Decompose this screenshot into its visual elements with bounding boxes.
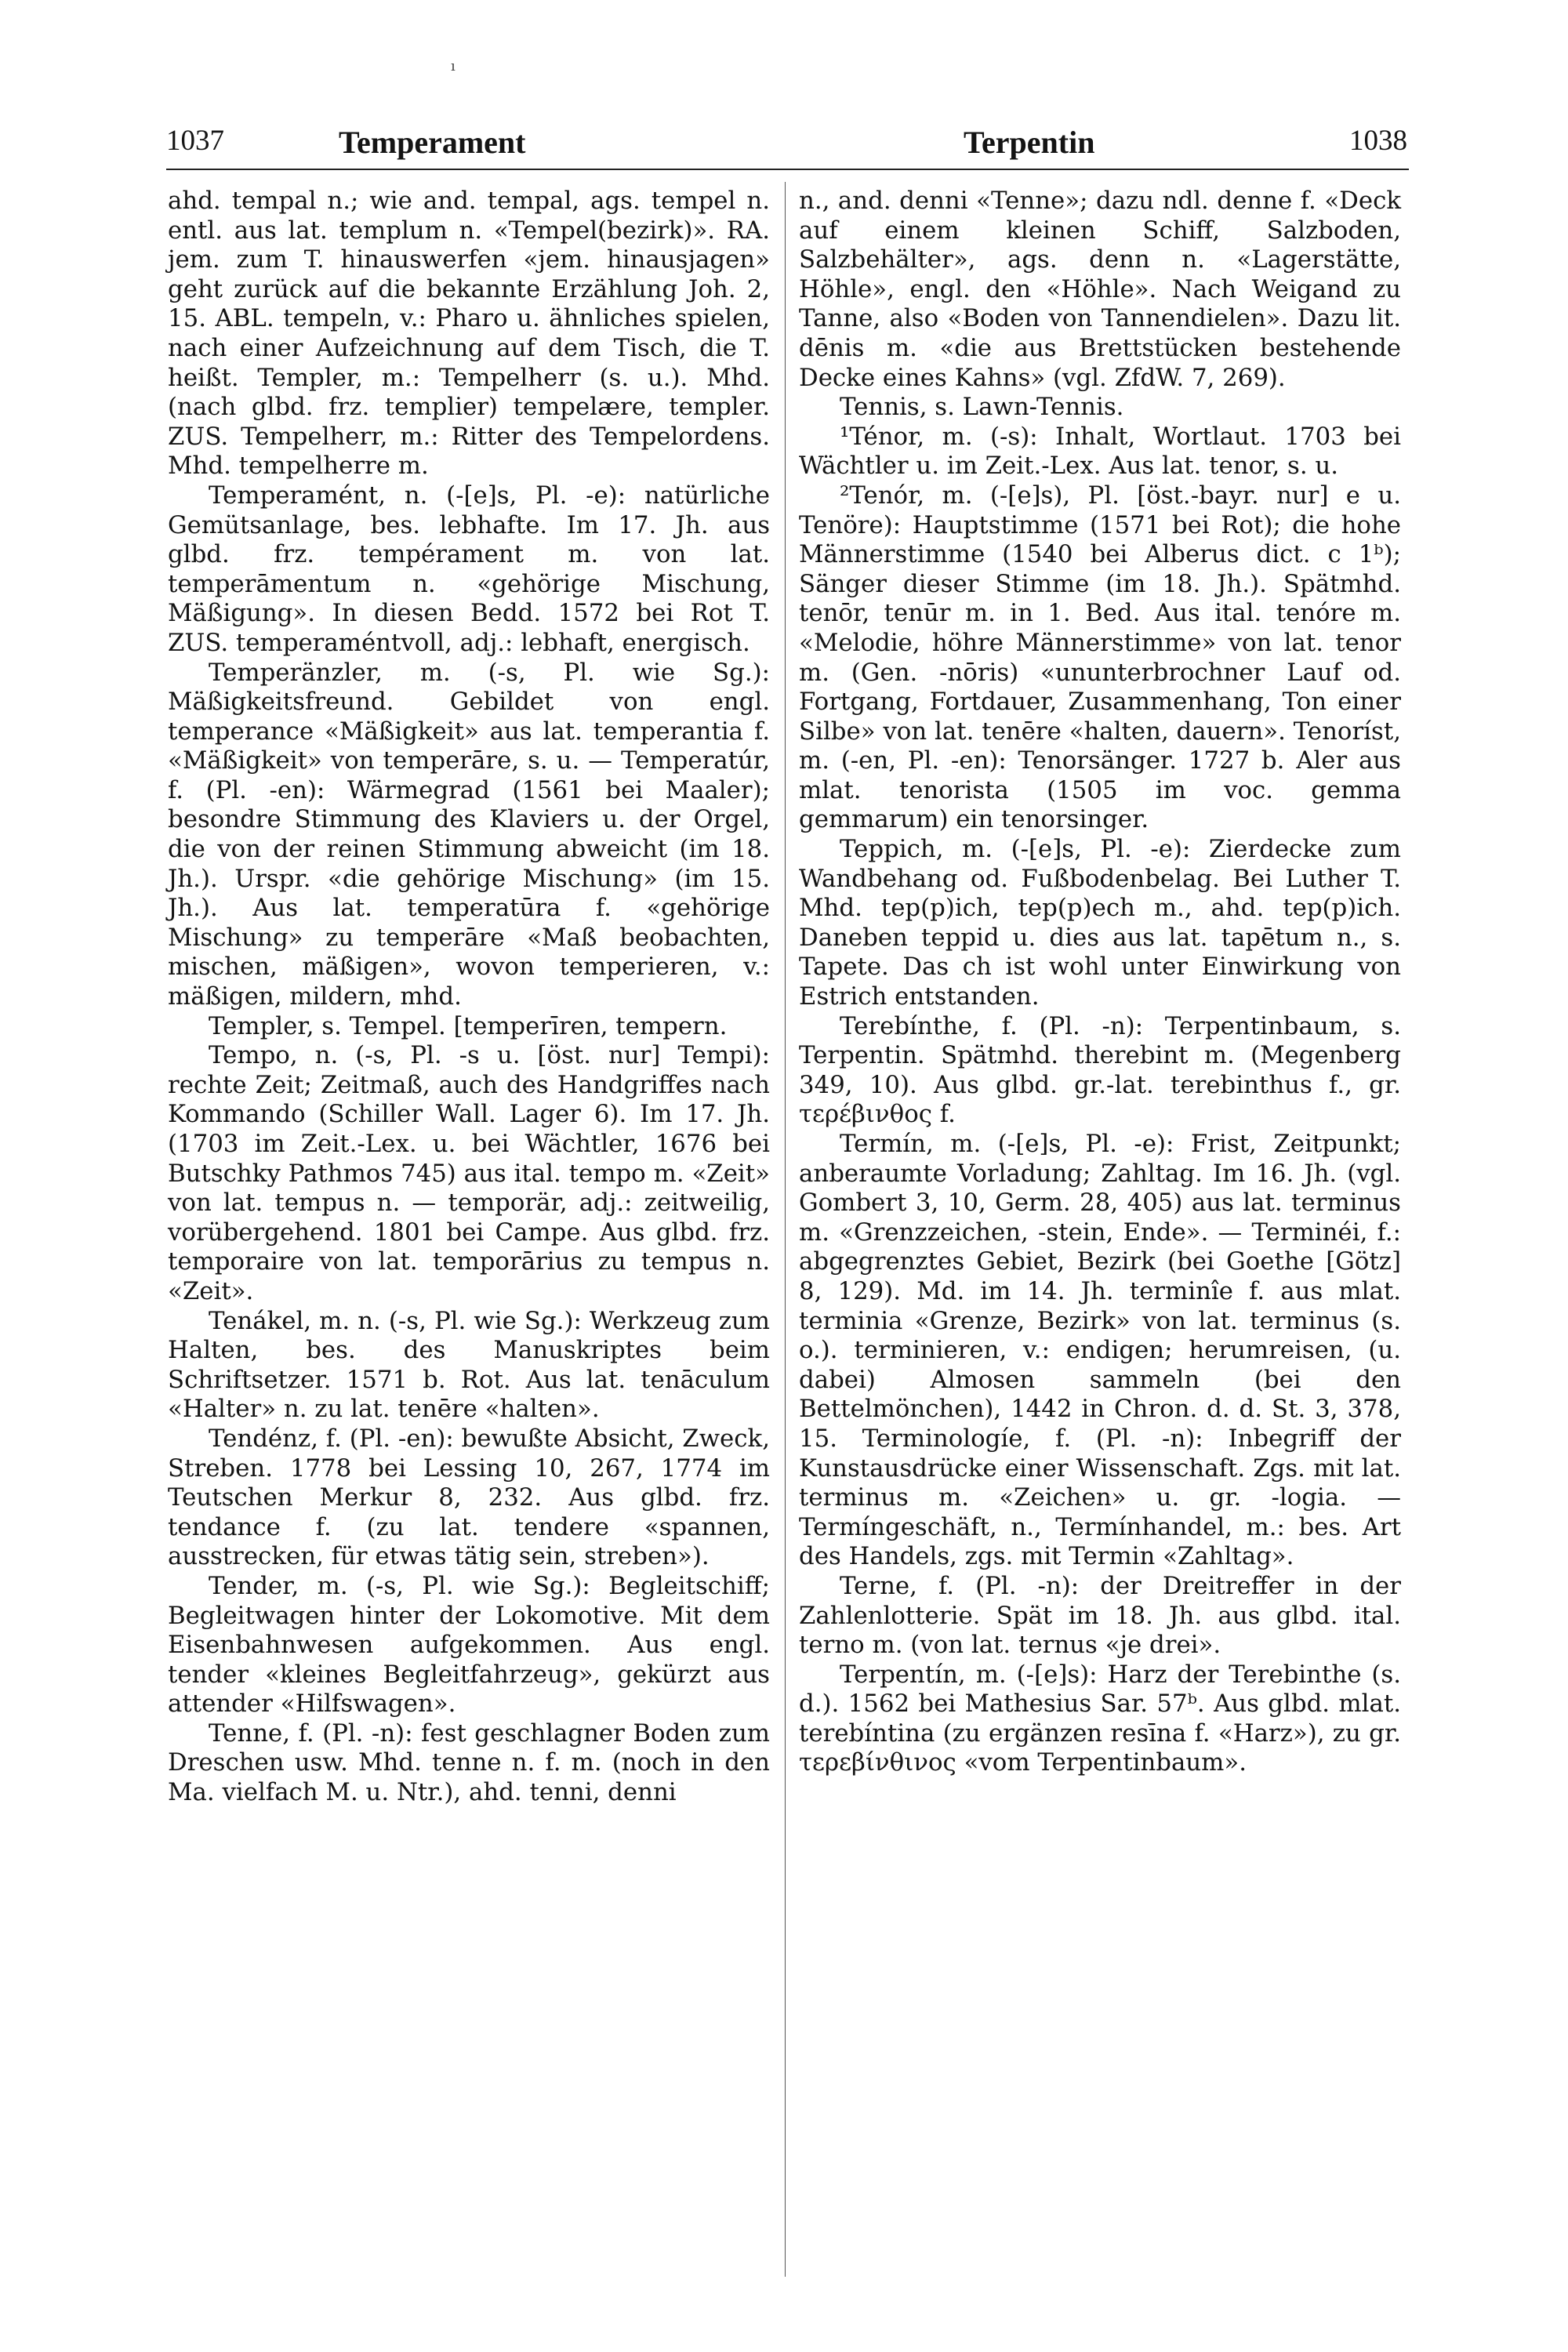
entry-temperaenzler: Temperänzler, m. (-s, Pl. wie Sg.): Mäßigkeitsfreund. Gebildet von engl. temperance «Mäßigkeit» aus lat. temperantia f. «Mäßigkeit» von temperāre, s. u. — Temperatúr, f. (Pl. -en): Wärmegrad (1561 bei Maaler); besondre Stimmung des Klaviers u. der Orgel, die von der reinen Stimmung abweicht (im 18. Jh.). Urspr. «die gehörige Mischung» (im 15. Jh.). Aus lat. temperatūra f. «gehörige Mischung» zu temperāre «Maß beobachten, mischen, mäßigen», wovon temperieren, v.: mäßigen, mildern, mhd. xyxy=(168,658,770,1011)
right-running-head: Terpentin xyxy=(964,125,1095,160)
entry-tenne: Tenne, f. (Pl. -n): fest geschlagner Boden zum Dreschen usw. Mhd. tenne n. f. m. (noch in den Ma. vielfach M. u. Ntr.), ahd. tenni, denni xyxy=(168,1719,770,1807)
left-running-head: Temperament xyxy=(339,125,526,160)
entry-temperament: Temperamént, n. (-[e]s, Pl. -e): natürliche Gemütsanlage, bes. lebhafte. Im 17. Jh. aus glbd. frz. tempérament m. von lat. temperāmentum n. «gehörige Mischung, Mäßigung». In diesen Bedd. 1572 bei Rot T. ZUS. temperaméntvoll, adj.: lebhaft, energisch. xyxy=(168,481,770,657)
entry-teppich: Teppich, m. (-[e]s, Pl. -e): Zierdecke zum Wandbehang od. Fußbodenbelag. Bei Luther T. Mhd. tep(p)ich, tep(p)ech m., ahd. tep(p)ich. Daneben teppid u. dies aus lat. tapētum n., s. Tapete. Das ch ist wohl unter Einwirkung von Estrich entstanden. xyxy=(799,835,1401,1011)
entry-tenakel: Tenákel, m. n. (-s, Pl. wie Sg.): Werkzeug zum Halten, bes. des Manuskriptes beim Schriftsetzer. 1571 b. Rot. Aus lat. tenāculum «Halter» n. zu lat. tenēre «halten». xyxy=(168,1306,770,1424)
left-page-number: 1037 xyxy=(166,125,224,157)
page-header xyxy=(166,124,1407,172)
entry-tenor-2: ²Tenór, m. (-[e]s), Pl. [öst.-bayr. nur] e u. Tenöre): Hauptstimme (1571 bei Rot); die hohe Männerstimme (1540 bei Alberus dict. c 1ᵇ); Sänger dieser Stimme (im 18. Jh.). Spätmhd. tenōr, tenūr m. in 1. Bed. Aus ital. tenóre m. «Melodie, höhre Männerstimme» von lat. tenor m. (Gen. -nōris) «ununterbrochner Lauf od. Fortgang, Fortdauer, Zusammenhang, Ton einer Silbe» von lat. tenēre «halten, dauern». Tenoríst, m. (-en, Pl. -en): Tenorsänger. 1727 b. Aler aus mlat. tenorista (1505 im voc. gemma gemmarum) ein tenorsinger. xyxy=(799,481,1401,834)
header-rule xyxy=(166,169,1409,170)
entry-templer: Templer, s. Tempel. [temperīren, tempern. xyxy=(209,1011,728,1040)
entry-terebinthe: Terebínthe, f. (Pl. -n): Terpentinbaum, s. Terpentin. Spätmhd. therebint m. (Megenberg 349, 10). Aus glbd. gr.-lat. terebinthus f., gr. τερέβινθος f. xyxy=(799,1011,1401,1129)
entry-continuation: n., and. denni «Tenne»; dazu ndl. denne f. «Deck auf einem kleinen Schiff, Salzboden, Salzbehälter», ags. denn n. «Lagerstätte, Höhle», engl. den «Höhle». Nach Weigand zu Tanne, also «Boden von Tannendielen». Dazu lit. dēnis m. «die aus Brettstücken bestehende Decke eines Kahns» (vgl. ZfdW. 7, 269). xyxy=(799,187,1401,392)
entry-termin: Termín, m. (-[e]s, Pl. -e): Frist, Zeitpunkt; anberaumte Vorladung; Zahltag. Im 16. Jh. (vgl. Gombert 3, 10, Germ. 28, 405) aus lat. terminus m. «Grenzzeichen, -stein, Ende». — Terminéi, f.: abgegrenztes Gebiet, Bezirk (bei Goethe [Götz] 8, 129). Md. im 14. Jh. terminîe f. aus mlat. terminia «Grenze, Bezirk» von lat. terminus (s. o.). terminieren, v.: endigen; herumreisen, (u. dabei) Almosen sammeln (bei den Bettelmönchen), 1442 in Chron. d. d. St. 3, 378, 15. Terminologíe, f. (Pl. -n): Inbegriff der Kunstausdrücke einer Wissenschaft. Zgs. mit lat. terminus m. «Zeichen» u. gr. -logia. — Termíngeschäft, n., Termínhandel, m.: bes. Art des Handels, zgs. mit Termin «Zahltag». xyxy=(799,1130,1401,1571)
entry-terne: Terne, f. (Pl. -n): der Dreitreffer in der Zahlenlotterie. Spät im 18. Jh. aus glbd. ital. terno m. (von lat. ternus «je drei». xyxy=(799,1571,1401,1660)
entry-tenor-1: ¹Ténor, m. (-s): Inhalt, Wortlaut. 1703 bei Wächtler u. im Zeit.-Lex. Aus lat. tenor, s. u. xyxy=(799,422,1401,481)
entry-tennis: Tennis, s. Lawn-Tennis. xyxy=(840,393,1124,422)
left-column xyxy=(168,187,770,1808)
entry-tender: Tender, m. (-s, Pl. wie Sg.): Begleitschiff; Begleitwagen hinter der Lokomotive. Mit dem Eisenbahnwesen aufgekommen. Aus engl. tender «kleines Begleitfahrzeug», gekürzt aus attender «Hilfswagen». xyxy=(168,1571,770,1719)
right-page-number: 1038 xyxy=(1349,125,1407,157)
entry-continuation: ahd. tempal n.; wie and. tempal, ags. tempel n. entl. aus lat. templum n. «Tempel(bezirk)». RA. jem. zum T. hinauswerfen «jem. hinausjagen» geht zurück auf die bekannte Erzählung Joh. 2, 15. ABL. tempeln, v.: Pharo u. ähnliches spielen, nach einer Aufzeichnung auf dem Tisch, die T. heißt. Templer, m.: Tempelherr (s. u.). Mhd. (nach glbd. frz. templier) tempelære, templer. ZUS. Tempelherr, m.: Ritter des Tempelordens. Mhd. tempelherre m. xyxy=(168,187,770,481)
column-divider xyxy=(785,182,786,2277)
stray-mark: ı xyxy=(451,58,456,74)
entry-tempo: Tempo, n. (-s, Pl. -s u. [öst. nur] Tempi): rechte Zeit; Zeitmaß, auch des Handgriffes nach Kommando (Schiller Wall. Lager 6). Im 17. Jh. (1703 im Zeit.-Lex. u. bei Wächtler, 1676 bei Butschky Pathmos 745) aus ital. tempo m. «Zeit» von lat. tempus n. — temporär, adj.: zeitweilig, vorübergehend. 1801 bei Campe. Aus glbd. frz. temporaire von lat. temporārius zu tempus n. «Zeit». xyxy=(168,1041,770,1305)
right-column xyxy=(799,187,1401,1778)
entry-tendenz: Tendénz, f. (Pl. -en): bewußte Absicht, Zweck, Streben. 1778 bei Lessing 10, 267, 1774 im Teutschen Merkur 8, 232. Aus glbd. frz. tendance f. (zu lat. tendere «spannen, ausstrecken, für etwas tätig sein, streben»). xyxy=(168,1424,770,1571)
entry-terpentin: Terpentín, m. (-[e]s): Harz der Terebinthe (s. d.). 1562 bei Mathesius Sar. 57ᵇ. Aus glbd. mlat. terebíntina (zu ergänzen resīna f. «Harz»), zu gr. τερεβίνθινος «vom Terpentinbaum». xyxy=(799,1660,1401,1777)
